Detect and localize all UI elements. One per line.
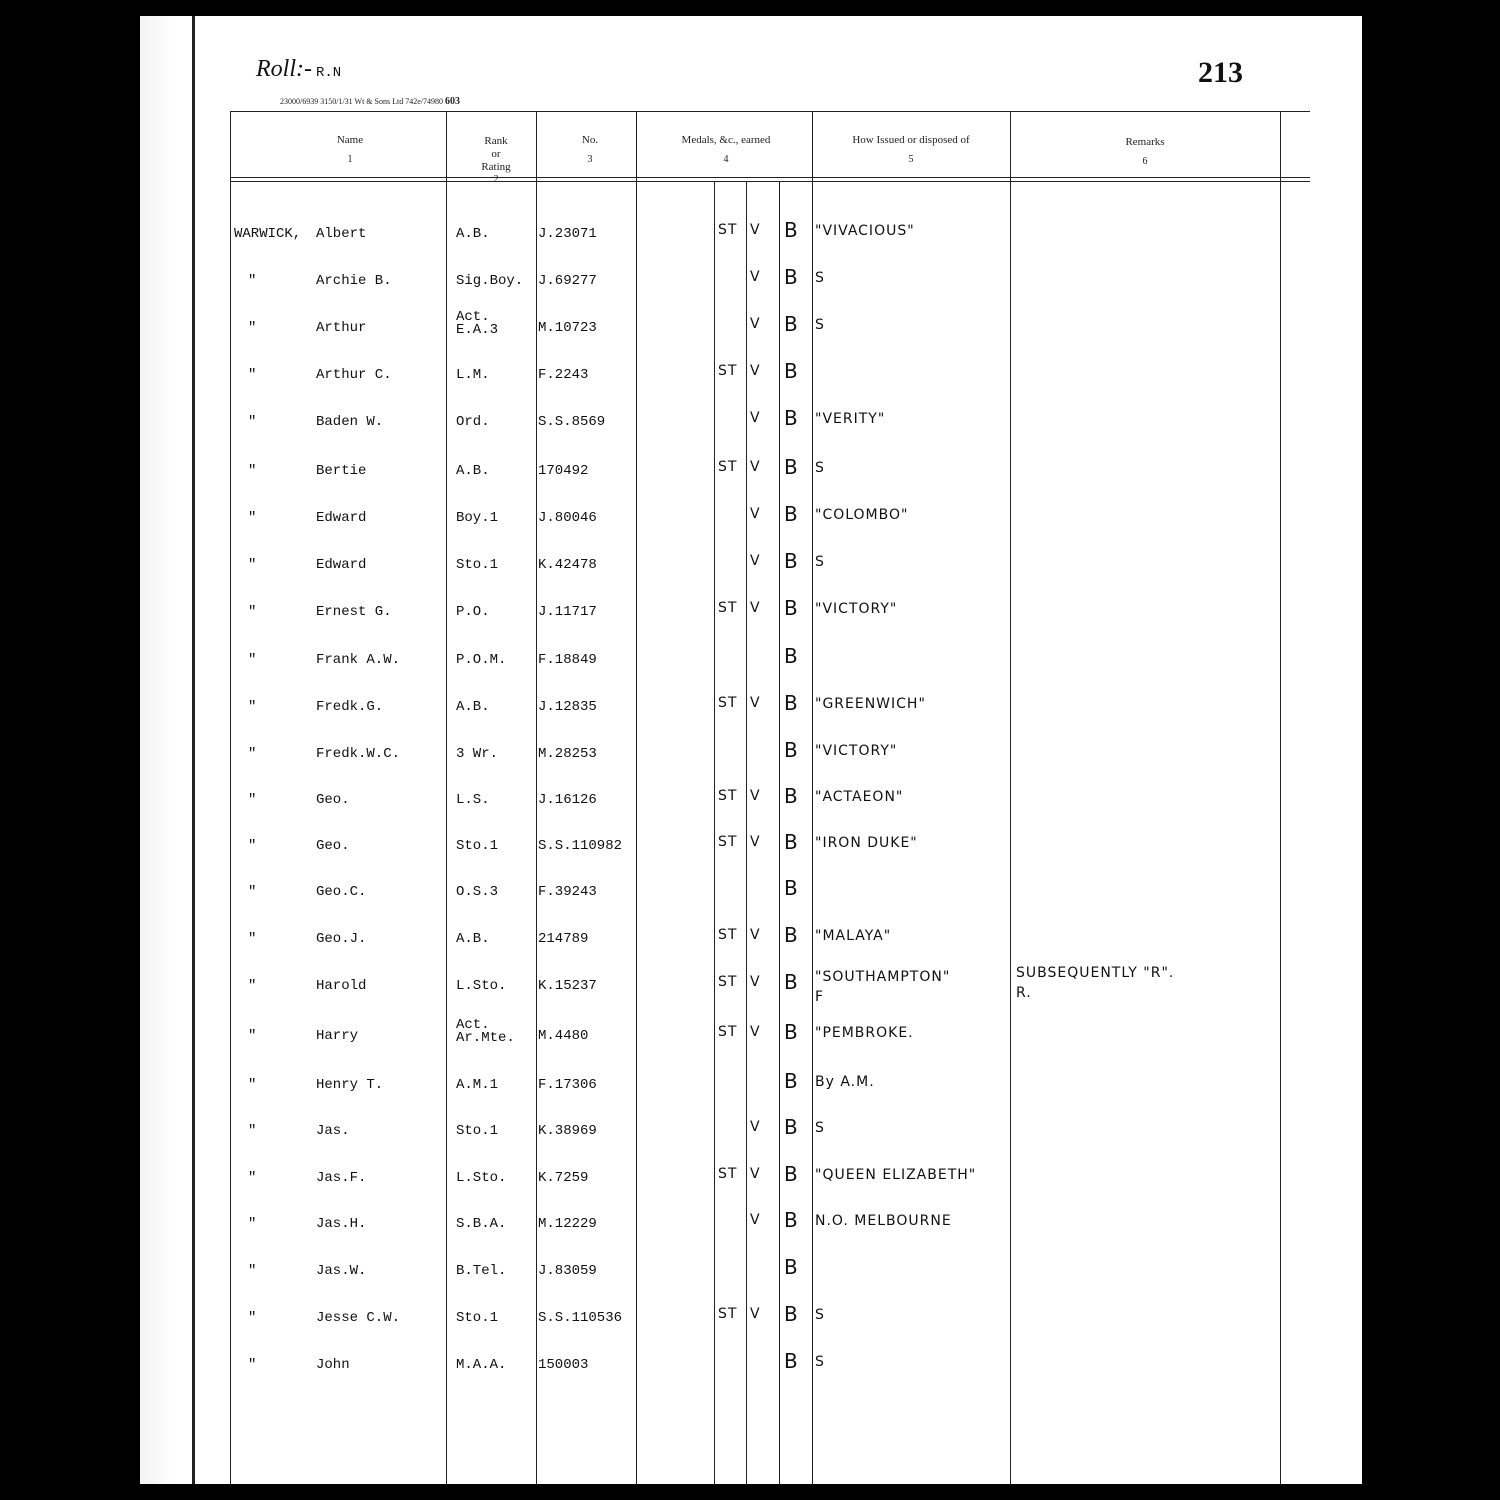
victory-medal: V	[750, 553, 761, 569]
how-issued: "PEMBROKE.	[815, 1025, 914, 1041]
british-war-medal: B	[784, 738, 799, 762]
ditto-mark: "	[248, 978, 257, 994]
medal-subrule	[746, 181, 747, 1484]
star-medal: ST	[718, 974, 738, 990]
how-issued: S	[815, 554, 825, 570]
service-number: J.80046	[538, 510, 597, 526]
victory-medal: V	[750, 506, 761, 522]
given-name: Geo.C.	[316, 884, 367, 900]
given-name: Jas.H.	[316, 1216, 367, 1232]
ditto-mark: "	[248, 931, 257, 947]
victory-medal: V	[750, 600, 761, 616]
header-medals: Medals, &c., earned 4	[681, 134, 771, 165]
given-name: Jesse C.W.	[316, 1310, 401, 1326]
how-issued: "SOUTHAMPTON" F	[815, 969, 951, 1005]
given-name: Edward	[316, 557, 367, 573]
rank-rating: B.Tel.	[456, 1263, 507, 1279]
how-issued: By A.M.	[815, 1074, 875, 1090]
service-number: M.12229	[538, 1216, 597, 1232]
header-rank: Rank or Rating 2	[481, 135, 511, 185]
rank-rating: A.B.	[456, 226, 490, 242]
given-name: Baden W.	[316, 414, 384, 430]
how-issued: S	[815, 270, 825, 286]
column-rule	[1010, 111, 1011, 1484]
given-name: Jas.W.	[316, 1263, 367, 1279]
rank-rating: O.S.3	[456, 884, 499, 900]
rank-rating: Boy.1	[456, 510, 499, 526]
british-war-medal: B	[784, 1302, 799, 1326]
rank-rating: Sto.1	[456, 1310, 499, 1326]
header-rule	[230, 177, 1310, 178]
print-code-number: 603	[444, 96, 460, 107]
service-number: F.17306	[538, 1077, 597, 1093]
rank-rating: M.A.A.	[456, 1357, 507, 1373]
ditto-mark: "	[248, 1310, 257, 1326]
victory-medal: V	[750, 1119, 761, 1135]
british-war-medal: B	[784, 1255, 799, 1279]
header-name: Name 1	[336, 134, 364, 165]
print-code-text: 23000/6939 3150/1/31 Wt & Sons Ltd 742e/74980	[280, 97, 443, 106]
british-war-medal: B	[784, 923, 799, 947]
ditto-mark: "	[248, 1263, 257, 1279]
british-war-medal: B	[784, 455, 799, 479]
how-issued: S	[815, 1120, 825, 1136]
star-medal: ST	[718, 222, 738, 238]
british-war-medal: B	[784, 218, 799, 242]
column-rule	[636, 111, 637, 1484]
service-number: S.S.110982	[538, 838, 623, 854]
british-war-medal: B	[784, 970, 799, 994]
given-name: Arthur C.	[316, 367, 392, 383]
given-name: Edward	[316, 510, 367, 526]
how-issued: S	[815, 460, 825, 476]
british-war-medal: B	[784, 312, 799, 336]
roll-label: Roll:-	[256, 56, 312, 82]
star-medal: ST	[718, 834, 738, 850]
british-war-medal: B	[784, 406, 799, 430]
given-name: Harry	[316, 1028, 359, 1044]
victory-medal: V	[750, 927, 761, 943]
how-issued: S	[815, 1307, 825, 1323]
service-number: M.4480	[538, 1028, 589, 1044]
service-number: K.7259	[538, 1170, 589, 1186]
british-war-medal: B	[784, 1349, 799, 1373]
british-war-medal: B	[784, 265, 799, 289]
service-number: 150003	[538, 1357, 589, 1373]
victory-medal: V	[750, 834, 761, 850]
ditto-mark: "	[248, 273, 257, 289]
victory-medal: V	[750, 410, 761, 426]
surname: WARWICK,	[234, 226, 302, 242]
ditto-mark: "	[248, 652, 257, 668]
rank-rating: Act. Ar.Mte.	[456, 1017, 515, 1046]
service-number: K.38969	[538, 1123, 597, 1139]
ditto-mark: "	[248, 463, 257, 479]
rank-rating: Sto.1	[456, 557, 499, 573]
british-war-medal: B	[784, 784, 799, 808]
ditto-mark: "	[248, 557, 257, 573]
british-war-medal: B	[784, 502, 799, 526]
given-name: Bertie	[316, 463, 367, 479]
british-war-medal: B	[784, 691, 799, 715]
british-war-medal: B	[784, 1208, 799, 1232]
given-name: Henry T.	[316, 1077, 384, 1093]
ditto-mark: "	[248, 414, 257, 430]
ditto-mark: "	[248, 320, 257, 336]
rank-rating: Sig.Boy.	[456, 273, 524, 289]
service-number: S.S.110536	[538, 1310, 623, 1326]
given-name: Arthur	[316, 320, 367, 336]
column-rule	[536, 111, 537, 1484]
ditto-mark: "	[248, 1357, 257, 1373]
star-medal: ST	[718, 1024, 738, 1040]
rank-rating: L.M.	[456, 367, 490, 383]
service-number: J.23071	[538, 226, 597, 242]
rank-rating: Act. E.A.3	[456, 309, 499, 338]
service-number: J.69277	[538, 273, 597, 289]
ditto-mark: "	[248, 1077, 257, 1093]
service-number: M.28253	[538, 746, 597, 762]
star-medal: ST	[718, 788, 738, 804]
service-number: K.42478	[538, 557, 597, 573]
how-issued: S	[815, 317, 825, 333]
service-number: J.12835	[538, 699, 597, 715]
given-name: Fredk.W.C.	[316, 746, 401, 762]
how-issued: "MALAYA"	[815, 928, 892, 944]
ditto-mark: "	[248, 792, 257, 808]
british-war-medal: B	[784, 1069, 799, 1093]
header-issued: How Issued or disposed of 5	[852, 134, 970, 165]
british-war-medal: B	[784, 596, 799, 620]
ditto-mark: "	[248, 699, 257, 715]
british-war-medal: B	[784, 1020, 799, 1044]
given-name: Harold	[316, 978, 367, 994]
victory-medal: V	[750, 695, 761, 711]
ditto-mark: "	[248, 746, 257, 762]
given-name: Geo.J.	[316, 931, 367, 947]
given-name: John	[316, 1357, 350, 1373]
roll-page	[140, 16, 1362, 1484]
star-medal: ST	[718, 927, 738, 943]
binding-edge	[140, 16, 195, 1484]
given-name: Frank A.W.	[316, 652, 401, 668]
rank-rating: Sto.1	[456, 838, 499, 854]
british-war-medal: B	[784, 1115, 799, 1139]
star-medal: ST	[718, 695, 738, 711]
ditto-mark: "	[248, 1216, 257, 1232]
medal-subrule	[714, 181, 715, 1484]
victory-medal: V	[750, 316, 761, 332]
page-number: 213	[1198, 56, 1243, 89]
service-number: F.18849	[538, 652, 597, 668]
service-number: F.39243	[538, 884, 597, 900]
roll-title	[256, 56, 341, 83]
remarks: SUBSEQUENTLY "R". R.	[1016, 965, 1175, 1001]
star-medal: ST	[718, 600, 738, 616]
given-name: Geo.	[316, 792, 350, 808]
british-war-medal: B	[784, 644, 799, 668]
star-medal: ST	[718, 1166, 738, 1182]
how-issued: "VICTORY"	[815, 743, 898, 759]
victory-medal: V	[750, 1024, 761, 1040]
victory-medal: V	[750, 459, 761, 475]
how-issued: "IRON DUKE"	[815, 835, 918, 851]
column-rule	[1280, 111, 1281, 1484]
roll-value: R.N	[315, 65, 342, 81]
given-name: Albert	[316, 226, 367, 242]
victory-medal: V	[750, 974, 761, 990]
header-number: No. 3	[581, 134, 599, 165]
top-rule	[230, 111, 1310, 112]
service-number: F.2243	[538, 367, 589, 383]
column-rule	[446, 111, 447, 1484]
british-war-medal: B	[784, 830, 799, 854]
rank-rating: L.Sto.	[456, 1170, 507, 1186]
victory-medal: V	[750, 363, 761, 379]
given-name: Geo.	[316, 838, 350, 854]
header-rule-second	[230, 181, 1310, 182]
given-name: Fredk.G.	[316, 699, 384, 715]
ditto-mark: "	[248, 1123, 257, 1139]
ditto-mark: "	[248, 604, 257, 620]
rank-rating: 3 Wr.	[456, 746, 499, 762]
how-issued: "GREENWICH"	[815, 696, 926, 712]
ditto-mark: "	[248, 838, 257, 854]
service-number: S.S.8569	[538, 414, 606, 430]
how-issued: S	[815, 1354, 825, 1370]
given-name: Jas.F.	[316, 1170, 367, 1186]
victory-medal: V	[750, 788, 761, 804]
rank-rating: A.B.	[456, 699, 490, 715]
rank-rating: A.M.1	[456, 1077, 499, 1093]
rank-rating: A.B.	[456, 463, 490, 479]
rank-rating: L.Sto.	[456, 978, 507, 994]
british-war-medal: B	[784, 359, 799, 383]
star-medal: ST	[718, 459, 738, 475]
given-name: Ernest G.	[316, 604, 392, 620]
how-issued: "QUEEN ELIZABETH"	[815, 1167, 977, 1183]
how-issued: "ACTAEON"	[815, 789, 904, 805]
column-rule	[230, 111, 231, 1484]
star-medal: ST	[718, 1306, 738, 1322]
service-number: 170492	[538, 463, 589, 479]
given-name: Archie B.	[316, 273, 392, 289]
british-war-medal: B	[784, 876, 799, 900]
rank-rating: Sto.1	[456, 1123, 499, 1139]
how-issued: "VICTORY"	[815, 601, 898, 617]
victory-medal: V	[750, 222, 761, 238]
victory-medal: V	[750, 1306, 761, 1322]
british-war-medal: B	[784, 549, 799, 573]
service-number: K.15237	[538, 978, 597, 994]
how-issued: "VIVACIOUS"	[815, 223, 915, 239]
how-issued: "COLOMBO"	[815, 507, 909, 523]
rank-rating: P.O.	[456, 604, 490, 620]
british-war-medal: B	[784, 1162, 799, 1186]
service-number: M.10723	[538, 320, 597, 336]
header-remarks: Remarks 6	[1125, 136, 1165, 167]
service-number: J.83059	[538, 1263, 597, 1279]
service-number: 214789	[538, 931, 589, 947]
rank-rating: L.S.	[456, 792, 490, 808]
print-code	[280, 96, 460, 107]
ditto-mark: "	[248, 510, 257, 526]
ditto-mark: "	[248, 367, 257, 383]
victory-medal: V	[750, 1212, 761, 1228]
rank-rating: S.B.A.	[456, 1216, 507, 1232]
column-rule	[812, 111, 813, 1484]
rank-rating: P.O.M.	[456, 652, 507, 668]
victory-medal: V	[750, 269, 761, 285]
ditto-mark: "	[248, 1170, 257, 1186]
rank-rating: Ord.	[456, 414, 490, 430]
given-name: Jas.	[316, 1123, 350, 1139]
how-issued: N.O. MELBOURNE	[815, 1213, 952, 1229]
victory-medal: V	[750, 1166, 761, 1182]
star-medal: ST	[718, 363, 738, 379]
service-number: J.16126	[538, 792, 597, 808]
medal-subrule	[779, 181, 780, 1484]
ditto-mark: "	[248, 884, 257, 900]
rank-rating: A.B.	[456, 931, 490, 947]
service-number: J.11717	[538, 604, 597, 620]
how-issued: "VERITY"	[815, 411, 886, 427]
ditto-mark: "	[248, 1028, 257, 1044]
